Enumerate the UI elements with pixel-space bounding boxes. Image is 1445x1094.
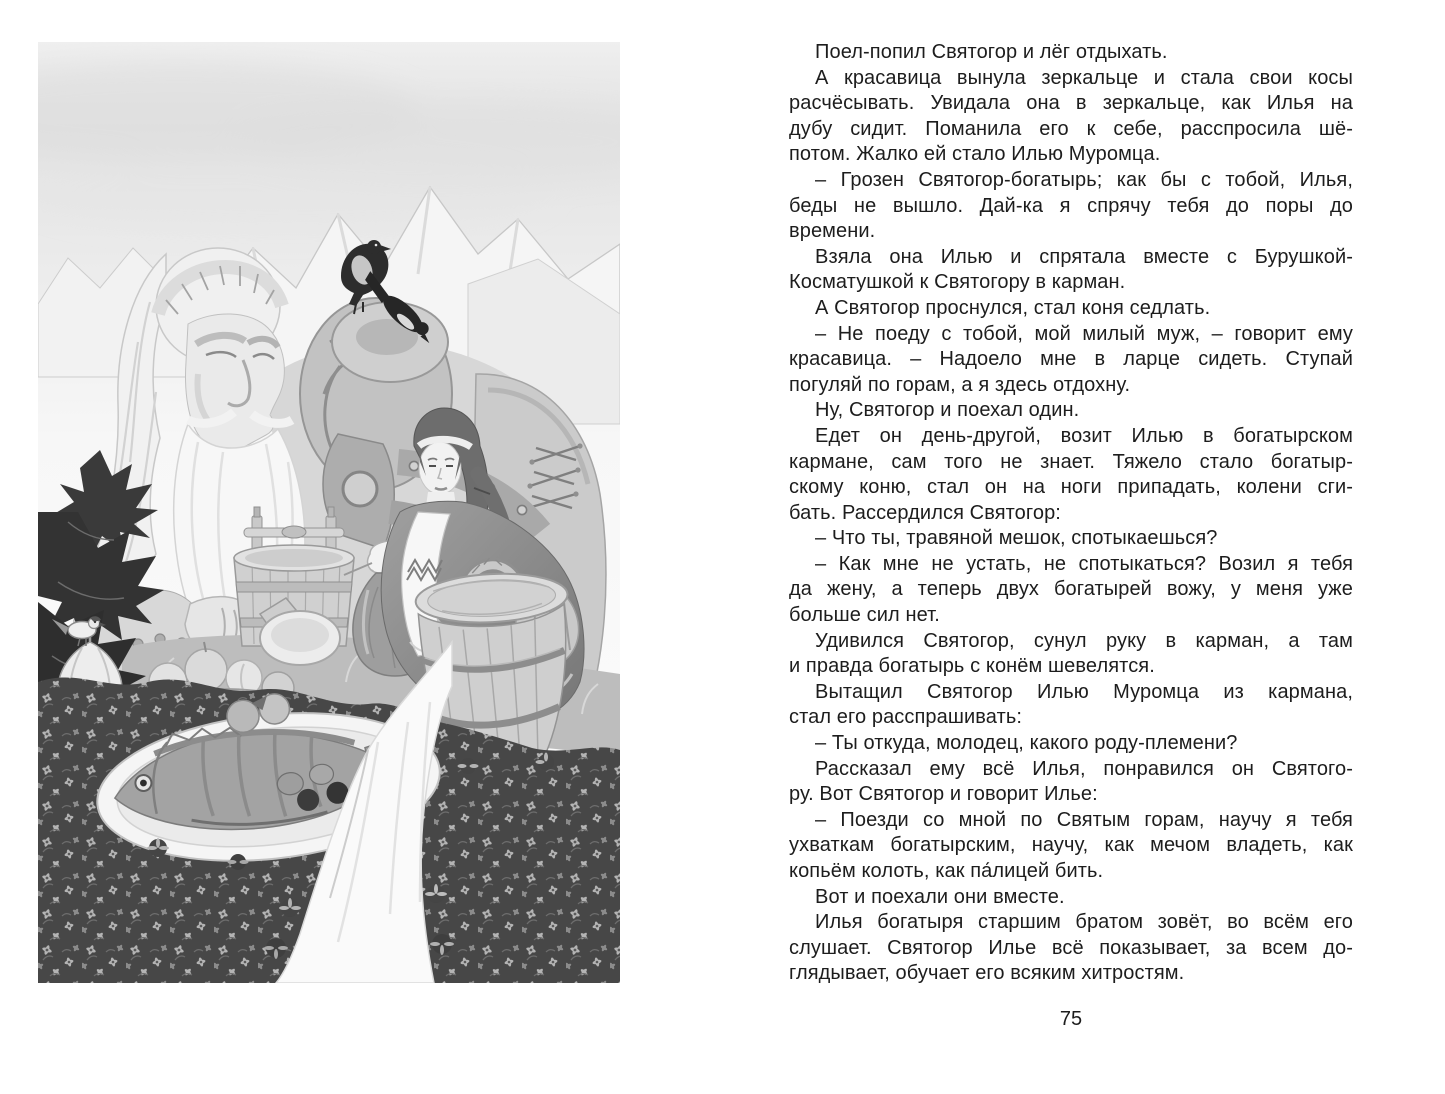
text-line: беды не вышло. Дай-ка я спрячу тебя до поры до	[789, 194, 1353, 217]
text-line: Поел-попил Святогор и лёг отдыхать.	[815, 41, 1168, 63]
text-line: Рассказал ему всё Илья, понравился он Святого-	[815, 757, 1353, 780]
text-line: ухваткам богатырским, научу, как мечом владеть, как	[789, 834, 1353, 857]
text-line: – Как мне не устать, не спотыкаться? Возил я тебя	[815, 552, 1353, 575]
text-line: больше сил нет.	[789, 604, 940, 627]
text-line: расчёсывать. Увидала она в зеркальце, как Илья на	[789, 92, 1353, 115]
text-line: Удивился Святогор, сунул руку в карман, а там	[815, 629, 1353, 652]
text-line: ру. Вот Святогор и говорит Илье:	[789, 783, 1098, 806]
text-line: времени.	[789, 220, 876, 243]
text-line: – Не поеду с тобой, мой милый муж, – говорит ему	[815, 322, 1353, 345]
text-line: красавица. – Надоело мне в ларце сидеть. Ступай	[789, 348, 1353, 371]
text-block	[789, 40, 1353, 987]
illustration	[38, 42, 620, 983]
text-line: Илья богатыря старшим братом зовёт, во всём его	[815, 911, 1353, 934]
text-line: кармане, сам того не знает. Тяжело стало богатыр-	[789, 450, 1353, 473]
text-line: – Ты откуда, молодец, какого роду-племени?	[815, 732, 1238, 755]
text-line: Едет он день-другой, возит Илью в богатырском	[815, 424, 1353, 447]
text-line: слушает. Святогор Илье всё показывает, за всем до-	[789, 936, 1353, 959]
text-line: А красавица вынула зеркальце и стала свои косы	[815, 66, 1353, 89]
text-line: Косматушкой к Святогору в карман.	[789, 271, 1126, 294]
text-line: стал его расспрашивать:	[789, 706, 1023, 729]
text-line: – Поезди со мной по Святым горам, научу я тебя	[815, 808, 1353, 831]
text-line: и правда богатырь с конём шевелятся.	[789, 655, 1155, 678]
text-line: скому коню, стал он на ноги припадать, колени сги-	[789, 476, 1353, 499]
text-line: дубу сидит. Поманила его к себе, расспросила шё-	[789, 117, 1353, 140]
text-line: потом. Жалко ей стало Илью Муромца.	[789, 143, 1161, 166]
illustration-canvas	[38, 42, 620, 983]
text-line: – Что ты, травяной мешок, спотыкаешься?	[815, 527, 1218, 550]
text-line: Вытащил Святогор Илью Муромца из кармана,	[815, 680, 1353, 703]
text-line: да жену, а теперь двух богатырей вожу, у меня уже	[789, 578, 1353, 601]
text-line: А Святогор проснулся, стал коня седлать.	[815, 296, 1211, 319]
text-line: Ну, Святогор и поехал один.	[815, 399, 1080, 422]
text-line: глядывает, обучает его всяким хитростям.	[789, 962, 1185, 985]
text-line: Вот и поехали они вместе.	[815, 885, 1065, 908]
text-line: копьём колоть, как па́лицей бить.	[789, 860, 1104, 882]
page-number: 75	[1059, 1008, 1083, 1030]
text-line: бать. Рассердился Святогор:	[789, 501, 1061, 524]
text-line: – Грозен Святогор-богатырь; как бы с тобой, Илья,	[815, 168, 1353, 191]
text-line: погуляй по горам, а я здесь отдохну.	[789, 373, 1131, 396]
text-line: Взяла она Илью и спрятала вместе с Бурушкой-	[815, 245, 1353, 268]
